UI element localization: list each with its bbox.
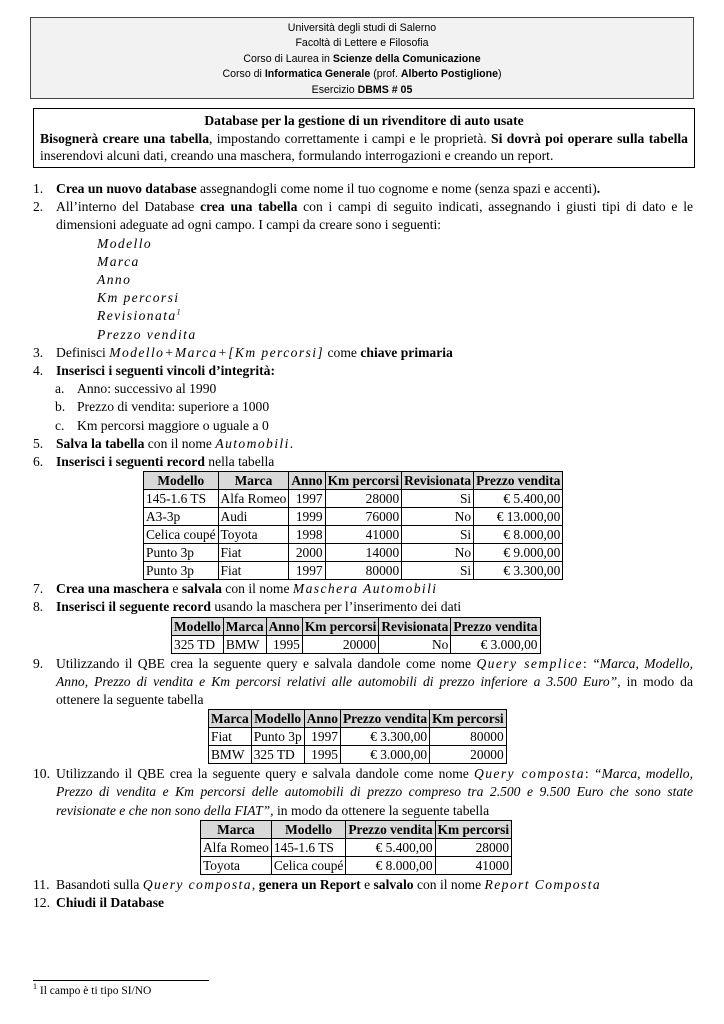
column-header: Prezzo vendita	[474, 472, 563, 490]
course-line	[31, 67, 693, 82]
records-table	[143, 471, 563, 580]
step-3-text-b: come	[324, 344, 361, 360]
step-1-bold: Crea un nuovo database	[56, 181, 197, 196]
exercise-code: DBMS # 05	[357, 83, 413, 96]
step-2-bold: crea una tabella	[200, 199, 298, 215]
field-revisionata: Revisionata	[97, 308, 177, 324]
column-header: Marca	[201, 820, 272, 838]
column-header: Km percorsi	[430, 710, 507, 728]
step-number: 4.	[33, 363, 44, 379]
table-cell: 325 TD	[172, 635, 224, 653]
step-11-bold-2: salvalo	[373, 876, 414, 892]
table-row	[144, 490, 563, 508]
table-cell: € 9.000,00	[474, 544, 563, 562]
form-name: Maschera Automobili	[292, 581, 438, 597]
step-8	[33, 598, 693, 616]
table-name: Automobili	[215, 435, 290, 451]
steps-list	[33, 180, 693, 912]
step-11-text-d: con il nome	[413, 876, 485, 892]
query-name: Query composta	[474, 766, 585, 782]
table-cell: 325 TD	[251, 746, 304, 764]
course-prefix: Corso di	[222, 68, 265, 81]
step-11	[33, 876, 693, 894]
query-name: Query composta	[142, 876, 252, 892]
table-row	[209, 728, 507, 746]
step-2-text-b: con i campi di seguito indicati, assegnando i giusti tipi di dato e le dimensioni adeguate ad ogni campo. I campi da creare sono i seguenti:	[56, 199, 694, 233]
degree-prefix: Corso di Laurea in	[243, 52, 333, 65]
query-description: “Marca, modello, Prezzo di vendita e Km percorsi delle automobili di prezzo compreso tra 2.500 e 9.500 Euro che sono state revisionate e che non sono della FIAT”,	[56, 766, 693, 818]
step-10-text-a: Utilizzando il QBE crea la seguente query e salvala dandole come nome	[56, 766, 475, 782]
step-11-text-a: Basandoti sulla	[56, 876, 143, 892]
step-number: 6.	[33, 454, 44, 470]
table-cell: € 13.000,00	[474, 508, 563, 526]
field-item: Modello	[97, 235, 153, 251]
exercise-prefix: Esercizio	[311, 83, 358, 96]
composite-query-table	[200, 820, 512, 875]
table-row	[172, 635, 541, 653]
table-cell: 28000	[435, 838, 512, 856]
query-description: “Marca, Modello, Anno, Prezzo di vendita e Km percorsi relativi alle automobili di prezzo inferiore a 3.500 Euro”,	[56, 655, 693, 689]
table-cell: BMW	[223, 635, 266, 653]
step-11-bold-1: genera un Report	[258, 876, 361, 892]
table-cell: Punto 3p	[144, 544, 219, 562]
degree-name: Scienze della Comunicazione	[332, 52, 481, 65]
table-row	[201, 838, 512, 856]
table-header-row	[172, 617, 541, 635]
step-6-bold: Inserisci i seguenti record	[56, 454, 205, 470]
footnote-reference: 1	[176, 307, 182, 317]
constraint-text: Km percorsi maggiore o uguale a 0	[77, 417, 269, 433]
table-cell: Toyota	[218, 526, 289, 544]
step-2-text-a: All’interno del Database	[56, 199, 201, 215]
column-header: Km percorsi	[325, 472, 402, 490]
exercise-title-box	[33, 108, 695, 168]
column-header: Anno	[266, 617, 302, 635]
table-cell: Alfa Romeo	[201, 838, 272, 856]
column-header: Modello	[144, 472, 219, 490]
table-cell: Alfa Romeo	[218, 490, 289, 508]
step-12	[33, 894, 693, 912]
table-cell: 145-1.6 TS	[271, 838, 346, 856]
constraint-label: c.	[55, 417, 65, 433]
step-9-text-a: Utilizzando il QBE crea la seguente query e salvala dandole come nome	[56, 655, 477, 671]
records-table-body	[144, 472, 563, 580]
step-5-end: .	[289, 435, 294, 451]
table-header-row	[201, 820, 512, 838]
primary-key-fields: Modello+Marca+[Km percorsi]	[109, 344, 325, 360]
field-list	[33, 235, 693, 344]
composite-query-table-body	[201, 820, 512, 874]
column-header: Prezzo vendita	[451, 617, 540, 635]
course-suffix: )	[498, 68, 502, 81]
table-cell: Punto 3p	[251, 728, 304, 746]
step-6	[33, 453, 693, 471]
field-item: Km percorsi	[97, 290, 180, 306]
step-11-text-c: e	[360, 876, 374, 892]
step-9	[33, 655, 693, 710]
column-header: Marca	[223, 617, 266, 635]
step-10-text-b: :	[584, 766, 594, 782]
table-cell: 80000	[430, 728, 507, 746]
table-cell: Si	[402, 490, 474, 508]
table-cell: BMW	[209, 746, 252, 764]
constraint-label: a.	[55, 381, 65, 397]
degree-line	[31, 52, 693, 67]
column-header: Anno	[289, 472, 325, 490]
table-cell: € 8.000,00	[474, 526, 563, 544]
step-9-text-b: :	[583, 655, 593, 671]
desc-text-2: inserendovi alcuni dati, creando una maschera, formulando interrogazioni e creando un report.	[40, 148, 554, 164]
table-cell: A3-3p	[144, 508, 219, 526]
new-record-table	[171, 617, 541, 654]
table-cell: No	[402, 508, 474, 526]
course-prof-prefix: (prof.	[370, 68, 401, 81]
column-header: Km percorsi	[302, 617, 379, 635]
table-cell: 1997	[304, 728, 340, 746]
step-7-text-b: con il nome	[221, 581, 293, 597]
table-cell: Fiat	[218, 562, 289, 580]
column-header: Prezzo vendita	[346, 820, 435, 838]
step-6-text: nella tabella	[204, 454, 275, 470]
course-name: Informatica Generale	[264, 68, 371, 81]
table-cell: 20000	[430, 746, 507, 764]
table-cell: No	[402, 544, 474, 562]
footnote-text: Il campo è ti tipo SI/NO	[37, 985, 152, 997]
constraint-item	[33, 398, 693, 416]
table-header-row	[209, 710, 507, 728]
table-cell: 28000	[325, 490, 402, 508]
step-7-text-a: e	[169, 581, 182, 597]
table-cell: 1995	[266, 635, 302, 653]
step-number: 11.	[33, 876, 50, 892]
table-row	[144, 562, 563, 580]
constraint-item	[33, 380, 693, 398]
table-cell: 145-1.6 TS	[144, 490, 219, 508]
table-row	[201, 856, 512, 874]
footnote	[33, 982, 152, 997]
faculty-line: Facoltà di Lettere e Filosofia	[295, 37, 429, 50]
step-number: 1.	[33, 181, 44, 196]
column-header: Marca	[209, 710, 252, 728]
constraint-item	[33, 417, 693, 435]
table-cell: € 3.300,00	[474, 562, 563, 580]
step-number: 10.	[33, 766, 50, 782]
column-header: Modello	[172, 617, 224, 635]
report-name: Report Composta	[484, 876, 602, 892]
table-cell: € 3.000,00	[340, 746, 429, 764]
exercise-title: Database per la gestione di un rivenditore di auto usate	[204, 113, 524, 128]
table-cell: € 5.400,00	[346, 838, 435, 856]
table-cell: 1995	[304, 746, 340, 764]
table-cell: Audi	[218, 508, 289, 526]
field-item: Prezzo vendita	[97, 326, 197, 342]
table-cell: 2000	[289, 544, 325, 562]
course-header	[30, 17, 694, 99]
step-4-bold: Inserisci i seguenti vincoli d’integrità:	[56, 363, 275, 379]
simple-query-table-body	[209, 710, 507, 764]
table-cell: 41000	[325, 526, 402, 544]
field-item: Anno	[97, 272, 132, 288]
step-3-bold: chiave primaria	[360, 344, 453, 360]
table-cell: Celica coupé	[144, 526, 219, 544]
table-row	[209, 746, 507, 764]
step-7-bold-1: Crea una maschera	[56, 581, 170, 597]
table-cell: 1999	[289, 508, 325, 526]
step-1	[33, 180, 693, 198]
step-10	[33, 765, 693, 820]
university-line: Università degli studi di Salerno	[287, 22, 437, 34]
table-row	[144, 508, 563, 526]
table-cell: Punto 3p	[144, 562, 219, 580]
query-name: Query semplice	[476, 655, 583, 671]
step-number: 9.	[33, 655, 44, 671]
column-header: Marca	[218, 472, 289, 490]
table-cell: 14000	[325, 544, 402, 562]
step-5	[33, 435, 693, 453]
table-cell: 76000	[325, 508, 402, 526]
footnote-number: 1	[33, 982, 37, 992]
step-1-end: .	[596, 181, 601, 196]
column-header: Prezzo vendita	[340, 710, 429, 728]
table-cell: 20000	[302, 635, 379, 653]
step-1-text: assegnandogli come nome il tuo cognome e nome (senza spazi e accenti)	[196, 181, 597, 196]
simple-query-table	[208, 709, 507, 764]
step-9-text-c: in modo da ottenere la seguente tabella	[56, 673, 693, 708]
field-item	[97, 307, 693, 325]
table-cell: 80000	[325, 562, 402, 580]
step-5-text: con il nome	[144, 435, 216, 451]
table-cell: Si	[402, 526, 474, 544]
step-3	[33, 344, 693, 362]
column-header: Modello	[271, 820, 346, 838]
step-2	[33, 198, 693, 234]
desc-bold-1: Bisognerà creare una tabella	[40, 130, 209, 146]
column-header: Modello	[251, 710, 304, 728]
step-4	[33, 362, 693, 380]
table-cell: Celica coupé	[271, 856, 346, 874]
table-cell: € 3.000,00	[451, 635, 540, 653]
table-cell: 1997	[289, 562, 325, 580]
table-row	[144, 526, 563, 544]
column-header: Revisionata	[402, 472, 474, 490]
step-7	[33, 580, 693, 598]
exercise-line	[31, 83, 693, 98]
table-cell: Toyota	[201, 856, 272, 874]
step-12-bold: Chiudi il Database	[56, 895, 165, 911]
table-cell: Fiat	[218, 544, 289, 562]
table-row	[144, 544, 563, 562]
step-8-bold: Inserisci il seguente record	[56, 599, 211, 615]
constraint-label: b.	[55, 399, 66, 415]
constraint-text: Prezzo di vendita: superiore a 1000	[77, 399, 270, 415]
table-cell: Si	[402, 562, 474, 580]
table-cell: 41000	[435, 856, 512, 874]
step-10-text-c: in modo da ottenere la seguente tabella	[273, 802, 490, 818]
step-number: 2.	[33, 199, 44, 215]
step-11-text-b: ,	[251, 876, 259, 892]
table-cell: € 5.400,00	[474, 490, 563, 508]
table-cell: 1998	[289, 526, 325, 544]
step-number: 5.	[33, 435, 44, 451]
exercise-description	[40, 130, 688, 165]
column-header: Anno	[304, 710, 340, 728]
professor-name: Alberto Postiglione	[400, 68, 498, 81]
table-cell: € 3.300,00	[340, 728, 429, 746]
step-5-bold: Salva la tabella	[56, 435, 145, 451]
desc-text-1: , impostando correttamente i campi e le proprietà.	[209, 130, 492, 146]
step-number: 7.	[33, 581, 44, 597]
new-record-table-body	[172, 617, 541, 653]
step-8-text: usando la maschera per l’inserimento dei dati	[210, 599, 462, 615]
column-header: Km percorsi	[435, 820, 512, 838]
field-item: Marca	[97, 253, 140, 269]
table-cell: No	[379, 635, 451, 653]
table-cell: € 8.000,00	[346, 856, 435, 874]
step-number: 12.	[33, 895, 50, 911]
step-number: 8.	[33, 599, 44, 615]
desc-bold-2: Si dovrà poi operare sulla tabella	[491, 130, 688, 146]
constraint-text: Anno: successivo al 1990	[77, 381, 217, 397]
column-header: Revisionata	[379, 617, 451, 635]
table-cell: Fiat	[209, 728, 252, 746]
step-3-text-a: Definisci	[56, 344, 110, 360]
table-cell: 1997	[289, 490, 325, 508]
step-number: 3.	[33, 344, 44, 360]
table-header-row	[144, 472, 563, 490]
footnote-separator	[33, 980, 209, 981]
step-7-bold-2: salvala	[181, 581, 222, 597]
